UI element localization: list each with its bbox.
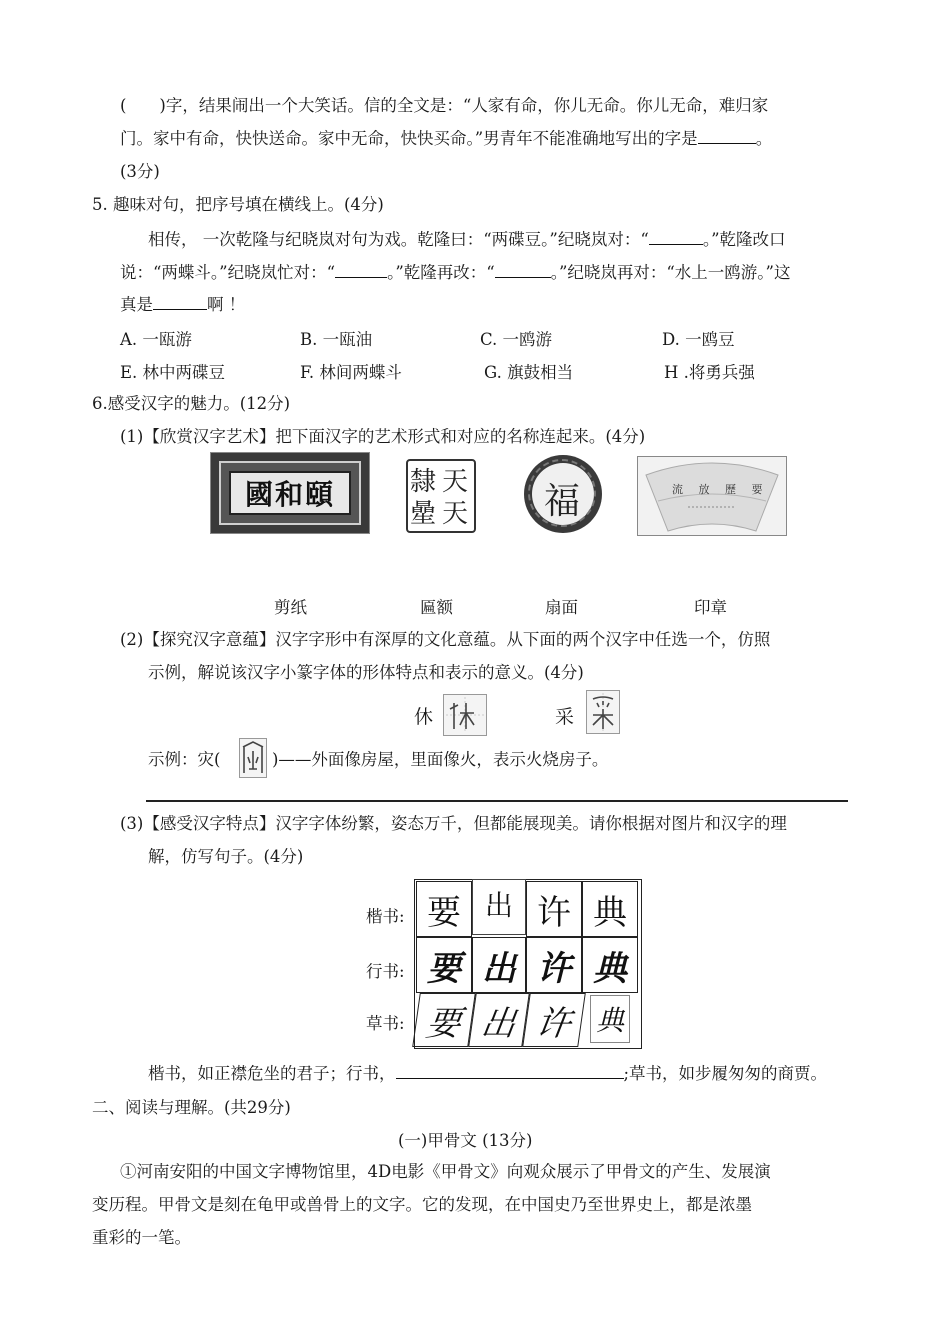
q5-option-e: E. 林中两碟豆 — [120, 363, 226, 382]
answer-line[interactable] — [146, 800, 848, 802]
grid-char: 典 — [593, 948, 627, 989]
q5-p2c: 。”纪晓岚再对：“水上一鸥游。”这 — [550, 263, 791, 282]
art-name-seal: 印章 — [694, 598, 727, 617]
grid-cell-kai-yao — [416, 881, 472, 937]
q6-title: 6.感受汉字的魅力。(12分) — [92, 394, 291, 413]
q5-option-f: F. 林间两蝶斗 — [300, 363, 402, 382]
q6-sub1: (1)【欣赏汉字艺术】把下面汉字的艺术形式和对应的名称连起来。(4分) — [120, 427, 646, 446]
seal-round-image — [522, 455, 606, 535]
part2-para-line2: 变历程。甲骨文是刻在龟甲或兽骨上的文字。它的发现，在中国史乃至世界史上，都是浓墨 — [92, 1195, 752, 1214]
q5-p1a: 相传， 一次乾隆与纪晓岚对句为戏。乾隆曰：“两碟豆。”纪晓岚对：“ — [148, 230, 649, 249]
seal-char-1: 天 — [442, 467, 469, 497]
q5-option-b: B. 一瓯油 — [300, 330, 373, 349]
q5-blank-2[interactable] — [335, 261, 387, 278]
seal-square-image — [404, 457, 476, 533]
grid-char: 许 — [537, 892, 571, 933]
q4-score: (3分) — [120, 162, 160, 181]
q4-line2-text: 门。家中有命，快快送命。家中无命，快快买命。”男青年不能准确地写出的字是 — [120, 129, 698, 148]
grid-cell-cao-dian — [590, 995, 630, 1043]
seal-char-2: 天 — [442, 499, 469, 529]
grid-char: 出 — [484, 889, 513, 922]
q4-answer-blank[interactable] — [698, 127, 756, 144]
grid-cell-kai-xu — [526, 881, 582, 937]
grid-char: 要 — [423, 1003, 464, 1044]
grid-cell-kai-chu — [472, 879, 526, 935]
grid-cell-kai-dian — [582, 881, 638, 937]
q4-line2-end: 。 — [755, 129, 773, 148]
art-name-plaque: 匾额 — [420, 598, 453, 617]
seal-script-zai-image — [239, 738, 267, 778]
seal-char-3: 隸 — [410, 467, 437, 497]
grid-cell-xing-yao — [416, 937, 472, 993]
grid-char: 典 — [595, 1004, 624, 1037]
q5-para-line3 — [120, 293, 245, 317]
char-cai: 采 — [555, 706, 575, 728]
q6-sub3-line2: 解，仿写句子。(4分) — [148, 847, 304, 866]
q5-blank-4[interactable] — [153, 293, 207, 310]
grid-char: 许 — [533, 1003, 574, 1044]
seal-char-4: 曐 — [410, 499, 437, 529]
grid-cell-cao-chu — [468, 993, 530, 1047]
q5-blank-1[interactable] — [649, 228, 703, 245]
grid-char: 出 — [478, 1003, 519, 1044]
fill-sentence-b: ;草书，如步履匆匆的商贾。 — [623, 1064, 828, 1083]
q6-sub2-line1: (2)【探究汉字意蕴】汉字字形中有深厚的文化意蕴。从下面的两个汉字中任选一个，仿照 — [120, 630, 771, 649]
q4-line2 — [120, 127, 772, 151]
q6-sub2-line2: 示例，解说该汉字小篆字体的形体特点和表示的意义。(4分) — [148, 663, 584, 682]
char-xiu: 休 — [414, 706, 434, 728]
grid-char: 典 — [593, 892, 627, 933]
fan-image — [637, 456, 787, 536]
grid-cell-xing-dian — [582, 937, 638, 993]
part2-para-line1: ①河南安阳的中国文字博物馆里，4D电影《甲骨文》向观众展示了甲骨文的产生、发展演 — [120, 1162, 771, 1181]
part2-title: 二、阅读与理解。(共29分) — [92, 1098, 291, 1117]
seal-round-char: 福 — [544, 481, 581, 522]
q5-p2b: 。”乾隆再改：“ — [387, 263, 495, 282]
q5-option-c: C. 一鸥游 — [480, 330, 553, 349]
plaque-text: 國和頤 — [244, 478, 335, 511]
q5-option-d: D. 一鸥豆 — [662, 330, 735, 349]
grid-char: 许 — [537, 948, 571, 989]
part2-para-line3: 重彩的一笔。 — [92, 1228, 191, 1247]
art-name-fan: 扇面 — [545, 598, 578, 617]
fill-sentence — [148, 1062, 827, 1086]
row-label-xingshu: 行书: — [366, 962, 405, 981]
grid-cell-cao-xu — [522, 993, 586, 1047]
part2-subtitle: (一)甲骨文 (13分) — [398, 1131, 533, 1150]
fill-sentence-a: 楷书，如正襟危坐的君子；行书， — [148, 1064, 396, 1083]
grid-char: 出 — [482, 948, 516, 989]
row-label-kaishu: 楷书: — [366, 907, 405, 926]
plaque-image — [210, 452, 370, 534]
q5-p2a: 说：“两蝶斗。”纪晓岚忙对：“ — [120, 263, 336, 282]
q5-title: 5. 趣味对句，把序号填在横线上。(4分) — [92, 195, 384, 214]
row-label-caoshu: 草书: — [366, 1014, 405, 1033]
q6-sub3-line1: (3)【感受汉字特点】汉字字体纷繁，姿态万千，但都能展现美。请你根据对图片和汉字的理 — [120, 814, 787, 833]
q5-blank-3[interactable] — [495, 261, 551, 278]
q4-line1: ( )字，结果闹出一个大笑话。信的全文是：“人家有命，你儿无命。你儿无命，难归家 — [120, 96, 769, 115]
q5-p3a: 真是 — [120, 295, 153, 314]
q5-option-g: G. 旗鼓相当 — [484, 363, 574, 382]
example-explanation: )——外面像房屋，里面像火，表示火烧房子。 — [272, 750, 609, 769]
grid-cell-xing-chu — [472, 937, 526, 993]
example-prefix: 示例：灾( — [148, 750, 221, 769]
q5-option-a: A. 一瓯游 — [120, 330, 192, 349]
grid-char: 要 — [427, 892, 461, 933]
seal-script-xiu-image — [443, 694, 487, 736]
fill-blank[interactable] — [396, 1062, 624, 1079]
art-name-papercut: 剪纸 — [274, 598, 307, 617]
seal-script-cai-image — [586, 690, 620, 734]
q5-p3b: 啊 ！ — [207, 295, 246, 314]
grid-char: 要 — [427, 948, 461, 989]
grid-cell-xing-xu — [526, 937, 582, 993]
fan-text: 流 放 歷 要 — [672, 483, 769, 496]
q5-para-line1 — [148, 228, 786, 252]
q5-option-h: H .将勇兵强 — [664, 363, 755, 382]
grid-cell-cao-yao — [412, 993, 476, 1047]
q5-p1b: 。”乾隆改口 — [702, 230, 786, 249]
q5-para-line2 — [120, 261, 791, 285]
example-line — [148, 748, 220, 772]
